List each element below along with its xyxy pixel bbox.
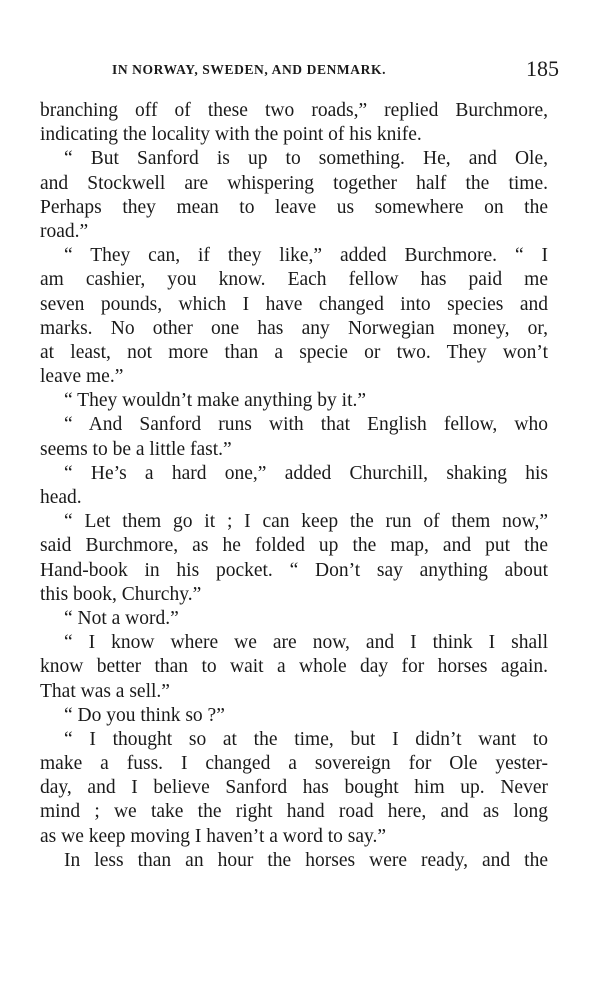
text-line: seven pounds, which I have changed into species and (40, 293, 548, 315)
text-line: day, and I believe Sanford has bought him up. Never (40, 777, 548, 799)
text-line: branching off of these two roads,” replied Burchmore, (40, 100, 548, 121)
text-line: this book, Churchy.” (40, 583, 202, 605)
text-line: leave me.” (40, 366, 124, 388)
text-line: Perhaps they mean to leave us somewhere on the (40, 196, 548, 218)
text-line: said Burchmore, as he folded up the map, and put the (40, 535, 548, 557)
text-line: as we keep moving I haven’t a word to say.” (40, 825, 387, 847)
text-line: Hand-book in his pocket. “ Don’t say anything about (40, 559, 548, 581)
text-line: “ Not a word.” (64, 607, 179, 629)
body-text (40, 99, 548, 873)
page-number: 185 (526, 56, 559, 81)
text-line: make a fuss. I changed a sovereign for Ole yester- (40, 753, 548, 775)
running-title: IN NORWAY, SWEDEN, AND DENMARK. (112, 62, 387, 77)
text-line: “ They can, if they like,” added Burchmore. “ I (64, 245, 548, 267)
text-line: road.” (40, 220, 89, 242)
text-line: mind ; we take the right hand road here, and as long (40, 801, 548, 823)
text-line: marks. No other one has any Norwegian money, or, (40, 317, 548, 339)
text-line: That was a sell.” (40, 680, 170, 702)
text-line: know better than to wait a whole day for horses again. (40, 656, 548, 678)
text-line: “ They wouldn’t make anything by it.” (64, 390, 367, 412)
text-line: “ I know where we are now, and I think I shall (64, 632, 548, 654)
text-line: indicating the locality with the point of his knife. (40, 124, 422, 146)
text-line: “ But Sanford is up to something. He, and Ole, (64, 148, 548, 170)
text-line: “ I thought so at the time, but I didn’t want to (64, 728, 548, 750)
text-line: seems to be a little fast.” (40, 438, 232, 460)
text-line: In less than an hour the horses were ready, and the (64, 849, 548, 871)
text-line: at least, not more than a specie or two. They won’t (40, 341, 548, 363)
text-line: and Stockwell are whispering together half the time. (40, 172, 548, 194)
text-line: head. (40, 487, 82, 508)
text-line: “ He’s a hard one,” added Churchill, shaking his (64, 462, 548, 484)
text-line: “ And Sanford runs with that English fellow, who (64, 414, 548, 436)
text-line: am cashier, you know. Each fellow has paid me (40, 269, 548, 291)
text-line: “ Do you think so ?” (64, 704, 225, 726)
text-line: “ Let them go it ; I can keep the run of them now,” (64, 511, 548, 533)
page-header (40, 56, 559, 86)
